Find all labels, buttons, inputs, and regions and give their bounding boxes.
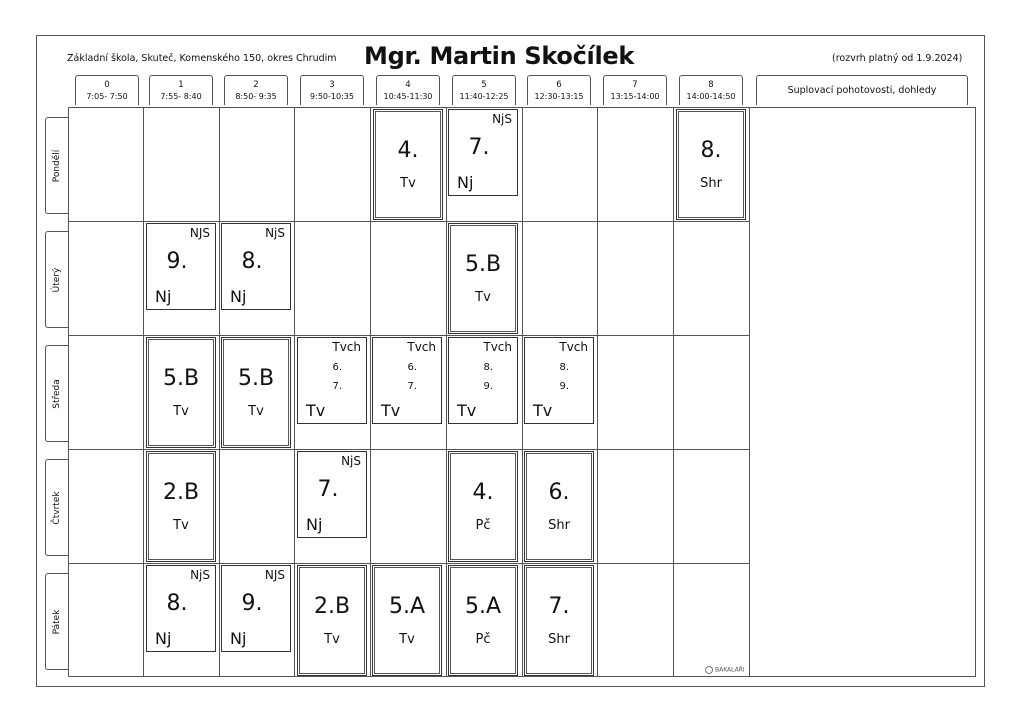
lesson-card[interactable] — [221, 223, 291, 310]
lesson-class: 8. — [483, 362, 493, 373]
lesson-subject: Tv — [248, 404, 264, 419]
lesson-class: 8. — [700, 138, 722, 163]
lesson-class: 9. — [559, 381, 569, 392]
lesson-group: Tvch — [407, 340, 436, 354]
lesson-card[interactable] — [372, 337, 442, 424]
day-label-wednesday: Středa — [45, 345, 68, 442]
grid-line — [68, 221, 750, 222]
lesson-card[interactable] — [448, 223, 518, 334]
lesson-subject: Nj — [155, 629, 172, 648]
period-header-0: 0 7:05- 7:50 — [75, 75, 139, 105]
grid-line — [749, 107, 750, 677]
lesson-card[interactable] — [448, 109, 518, 196]
day-label-friday: Pátek — [45, 573, 68, 670]
lesson-card[interactable] — [448, 337, 518, 424]
lesson-subject: Tv — [400, 176, 416, 191]
lesson-card[interactable] — [524, 337, 594, 424]
lesson-class: 7. — [407, 381, 417, 392]
lesson-subject: Nj — [230, 629, 247, 648]
day-label-monday: Pondělí — [45, 117, 68, 214]
lesson-class: 4. — [472, 480, 494, 505]
validity-note: (rozvrh platný od 1.9.2024) — [832, 53, 963, 64]
period-header-2: 2 8:50- 9:35 — [224, 75, 288, 105]
lesson-card[interactable] — [146, 565, 216, 652]
lesson-class: 8. — [166, 591, 188, 616]
grid-line — [68, 563, 750, 564]
lesson-group: Tvch — [559, 340, 588, 354]
lesson-subject: Tv — [457, 401, 477, 420]
grid-line — [673, 107, 674, 677]
period-header-4: 4 10:45-11:30 — [376, 75, 440, 105]
lesson-class: 7. — [317, 477, 339, 502]
lesson-group: NjS — [265, 226, 285, 240]
lesson-subject: Shr — [548, 518, 570, 533]
grid-line — [294, 107, 295, 677]
lesson-card[interactable] — [146, 337, 216, 448]
lesson-subject: Tv — [475, 290, 491, 305]
lesson-class: 5.B — [464, 252, 502, 277]
lesson-subject: Tv — [173, 518, 189, 533]
lesson-card[interactable] — [676, 109, 746, 220]
bakalari-logo — [705, 666, 745, 674]
grid-line — [68, 335, 750, 336]
lesson-group: Tvch — [332, 340, 361, 354]
day-label-thursday: Čtvrtek — [45, 459, 68, 556]
lesson-card[interactable] — [297, 565, 367, 676]
period-header-6: 6 12:30-13:15 — [527, 75, 591, 105]
lesson-subject: Shr — [548, 632, 570, 647]
teacher-name: Mgr. Martin Skočílek — [364, 42, 635, 70]
lesson-class: 2.B — [162, 480, 200, 505]
lesson-subject: Tv — [324, 632, 340, 647]
lesson-card[interactable] — [297, 337, 367, 424]
logo-icon — [705, 666, 713, 674]
grid-line — [68, 449, 750, 450]
lesson-card[interactable] — [373, 109, 443, 220]
lesson-class: 5.A — [388, 594, 426, 619]
lesson-class: 6. — [332, 362, 342, 373]
lesson-subject: Pč — [475, 518, 491, 533]
logo-text: BAKALÁŘI — [715, 666, 745, 674]
lesson-class: 8. — [559, 362, 569, 373]
grid-line — [522, 107, 523, 677]
lesson-group: NJS — [189, 226, 210, 240]
lesson-group: NjS — [341, 454, 361, 468]
lesson-class: 6. — [548, 480, 570, 505]
lesson-card[interactable] — [146, 223, 216, 310]
period-header-8: 8 14:00-14:50 — [679, 75, 743, 105]
lesson-class: 6. — [407, 362, 417, 373]
lesson-class: 9. — [241, 591, 263, 616]
lesson-subject: Tv — [399, 632, 415, 647]
grid-line — [370, 107, 371, 677]
lesson-card[interactable] — [372, 565, 442, 676]
lesson-class: 8. — [241, 249, 263, 274]
lesson-subject: Tv — [173, 404, 189, 419]
lesson-subject: Nj — [155, 287, 172, 306]
lesson-class: 5.A — [464, 594, 502, 619]
lesson-class: 2.B — [313, 594, 351, 619]
lesson-card[interactable] — [221, 565, 291, 652]
lesson-class: 5.B — [162, 366, 200, 391]
lesson-subject: Tv — [533, 401, 553, 420]
lesson-subject: Tv — [381, 401, 401, 420]
period-header-3: 3 9:50-10:35 — [300, 75, 364, 105]
lesson-subject: Tv — [306, 401, 326, 420]
grid-line — [597, 107, 598, 677]
grid-line — [446, 107, 447, 677]
period-header-1: 1 7:55- 8:40 — [149, 75, 213, 105]
lesson-class: 7. — [332, 381, 342, 392]
lesson-subject: Nj — [457, 173, 474, 192]
lesson-card[interactable] — [221, 337, 291, 448]
lesson-group: NjS — [190, 568, 210, 582]
lesson-subject: Nj — [306, 515, 323, 534]
lesson-subject: Pč — [475, 632, 491, 647]
lesson-class: 5.B — [237, 366, 275, 391]
lesson-class: 9. — [166, 249, 188, 274]
lesson-subject: Shr — [700, 176, 722, 191]
lesson-card[interactable] — [448, 565, 518, 676]
lesson-class: 7. — [468, 135, 490, 160]
lesson-card[interactable] — [297, 451, 367, 538]
lesson-group: NjS — [492, 112, 512, 126]
lesson-card[interactable] — [524, 565, 594, 676]
lesson-card[interactable] — [524, 451, 594, 562]
lesson-class: 9. — [483, 381, 493, 392]
lesson-class: 4. — [397, 138, 419, 163]
supervision-header: Suplovací pohotovosti, dohledy — [756, 75, 968, 105]
period-header-5: 5 11:40-12:25 — [452, 75, 516, 105]
period-header-7: 7 13:15-14:00 — [603, 75, 667, 105]
lesson-card[interactable] — [146, 451, 216, 562]
lesson-subject: Nj — [230, 287, 247, 306]
school-name: Základní škola, Skuteč, Komenského 150, okres Chrudim — [67, 53, 337, 64]
lesson-class: 7. — [548, 594, 570, 619]
lesson-group: Tvch — [483, 340, 512, 354]
lesson-group: NJS — [264, 568, 285, 582]
lesson-card[interactable] — [448, 451, 518, 562]
day-label-tuesday: Úterý — [45, 231, 68, 328]
